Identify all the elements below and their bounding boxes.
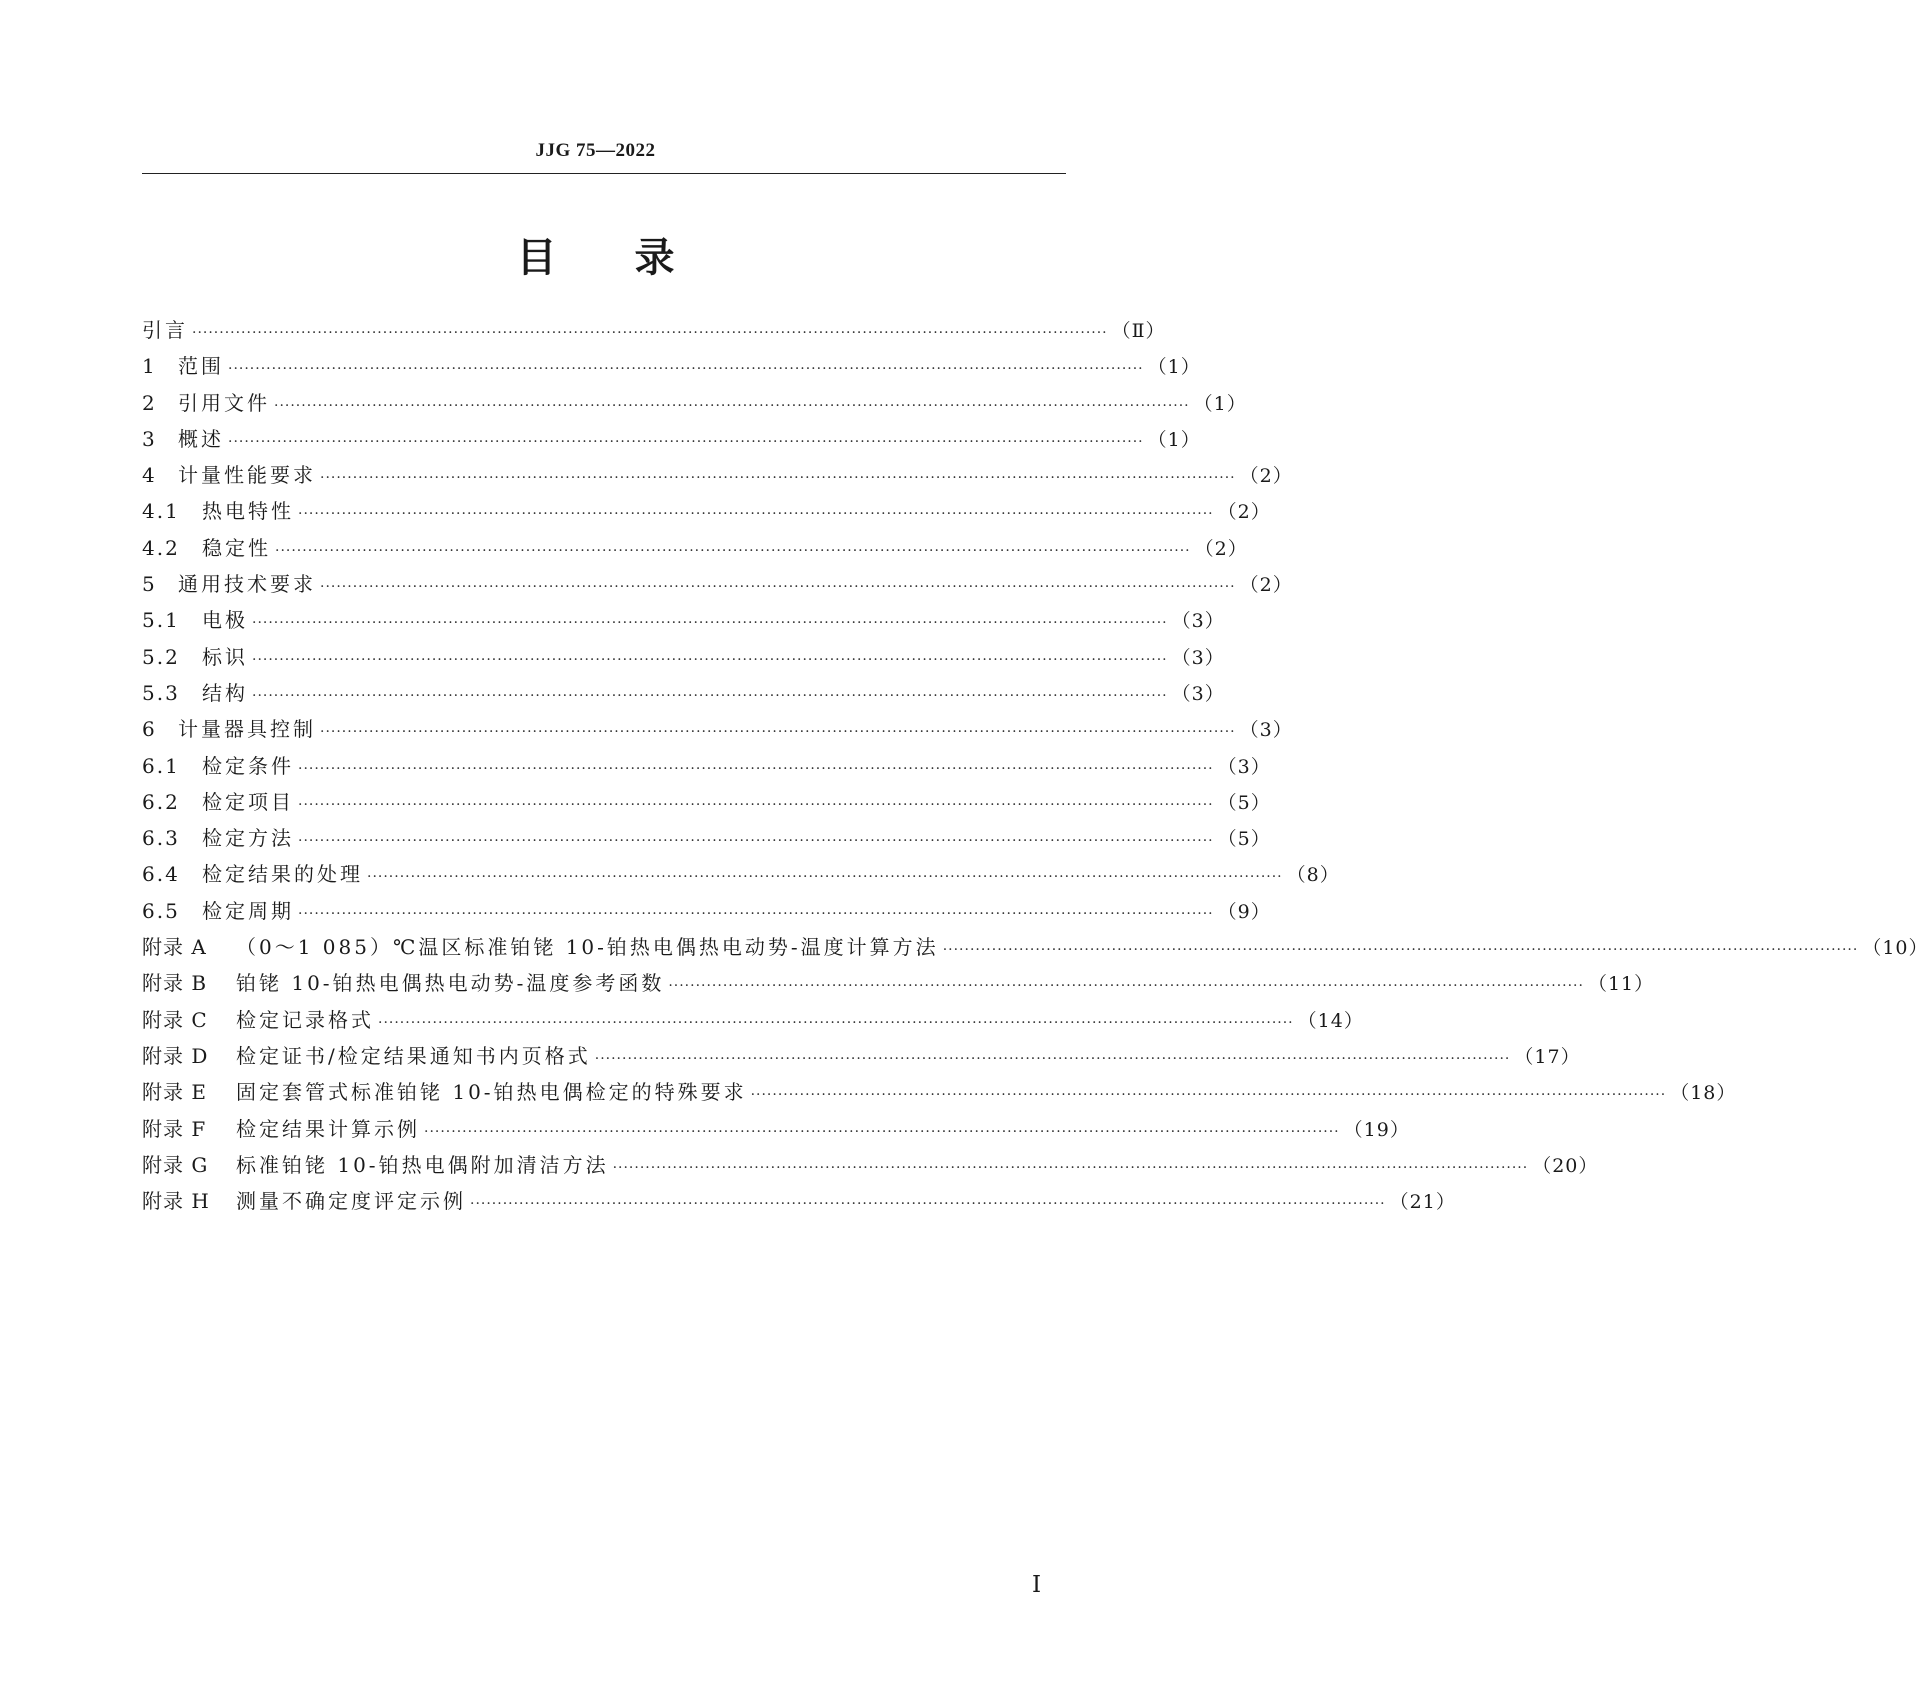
toc-entry[interactable]	[142, 713, 1293, 749]
toc-dot-leader	[298, 797, 1214, 813]
toc-entry-label: 检定证书/检定结果通知书内页格式	[236, 1043, 591, 1068]
document-code-header: JJG 75—2022	[535, 140, 656, 161]
toc-title: 目录	[516, 235, 753, 281]
toc-entry[interactable]	[142, 350, 1201, 386]
toc-entry-label: 标识	[202, 644, 248, 669]
toc-entry-page: （9）	[1217, 900, 1271, 923]
toc-entry-page: （2）	[1217, 501, 1271, 524]
toc-entry[interactable]	[142, 1004, 1364, 1040]
toc-entry-number: 6.3	[142, 826, 180, 851]
toc-dot-leader	[275, 543, 1191, 559]
toc-entry-label: 检定条件	[202, 753, 294, 778]
toc-entry-label: 检定结果计算示例	[236, 1116, 420, 1141]
toc-entry-number: 附录 B	[142, 971, 208, 996]
toc-entry-number: 6.5	[142, 898, 180, 923]
toc-dot-leader	[228, 361, 1144, 377]
toc-entry-number: 5	[142, 572, 157, 597]
toc-entry-label: 检定项目	[202, 789, 294, 814]
toc-entry-label: 计量性能要求	[178, 463, 316, 488]
header-rule	[142, 173, 1066, 174]
toc-dot-leader	[298, 906, 1214, 922]
toc-entry[interactable]	[142, 750, 1271, 786]
toc-entry-page: （18）	[1670, 1082, 1737, 1105]
page-number: Ⅰ	[1032, 1572, 1042, 1597]
toc-entry[interactable]	[142, 532, 1248, 568]
toc-dot-leader	[613, 1160, 1529, 1176]
toc-entry-number: 5.3	[142, 680, 180, 705]
toc-entry-label: 检定周期	[202, 898, 294, 923]
toc-entry-label: 范围	[178, 354, 224, 379]
toc-entry-label: （0～1 085）℃温区标准铂铑 10-铂热电偶热电动势-温度计算方法	[236, 935, 939, 960]
toc-entry-page: （14）	[1297, 1009, 1364, 1032]
toc-entry[interactable]	[142, 568, 1293, 604]
toc-entry-page: （8）	[1286, 864, 1340, 887]
toc-entry-label: 测量不确定度评定示例	[236, 1189, 466, 1214]
toc-entry-number: 附录 G	[142, 1152, 209, 1177]
toc-entry-number: 附录 D	[142, 1043, 209, 1068]
toc-entry[interactable]	[142, 604, 1225, 640]
toc-entry-page: （1）	[1147, 356, 1201, 379]
toc-entry[interactable]	[142, 641, 1225, 677]
toc-entry-page: （1）	[1193, 392, 1247, 415]
table-of-contents	[142, 314, 1929, 1221]
toc-entry-number: 4.1	[142, 499, 180, 524]
toc-entry[interactable]	[142, 1040, 1581, 1076]
toc-dot-leader	[298, 833, 1214, 849]
toc-entry-label: 检定记录格式	[236, 1007, 374, 1032]
toc-entry[interactable]	[142, 931, 1929, 967]
toc-entry[interactable]	[142, 495, 1271, 531]
toc-entry-page: （10）	[1862, 937, 1929, 960]
toc-entry[interactable]	[142, 895, 1271, 931]
toc-entry-page: （3）	[1171, 610, 1225, 633]
toc-entry-number: 1	[142, 354, 157, 379]
toc-dot-leader	[378, 1015, 1294, 1031]
toc-entry-number: 附录 A	[142, 935, 207, 960]
toc-dot-leader	[470, 1196, 1386, 1212]
toc-dot-leader	[320, 470, 1236, 486]
toc-dot-leader	[298, 506, 1214, 522]
toc-dot-leader	[274, 398, 1190, 414]
toc-dot-leader	[595, 1051, 1511, 1067]
toc-entry-page: （1）	[1147, 428, 1201, 451]
toc-dot-leader	[252, 688, 1168, 704]
toc-entry-number: 6.4	[142, 862, 180, 887]
toc-entry[interactable]	[142, 822, 1271, 858]
toc-entry[interactable]	[142, 387, 1247, 423]
toc-entry-label: 引言	[142, 318, 188, 342]
toc-entry-number: 2	[142, 390, 157, 415]
toc-dot-leader	[252, 652, 1168, 668]
toc-entry-number: 4.2	[142, 535, 180, 560]
toc-entry-label: 检定结果的处理	[202, 862, 363, 887]
toc-entry-page: （11）	[1587, 973, 1655, 996]
toc-entry-number: 6.1	[142, 753, 180, 778]
toc-dot-leader	[751, 1087, 1667, 1103]
toc-entry[interactable]	[142, 314, 1166, 350]
toc-entry[interactable]	[142, 786, 1271, 822]
toc-entry-page: （3）	[1171, 682, 1225, 705]
toc-entry-label: 固定套管式标准铂铑 10-铂热电偶检定的特殊要求	[236, 1080, 747, 1105]
toc-entry-label: 热电特性	[202, 499, 294, 524]
toc-dot-leader	[298, 761, 1214, 777]
toc-dot-leader	[252, 615, 1168, 631]
toc-entry-number: 附录 C	[142, 1007, 208, 1032]
toc-entry-page: （2）	[1239, 465, 1293, 488]
toc-entry-label: 概述	[178, 426, 224, 451]
toc-entry-number: 6	[142, 717, 157, 742]
toc-entry-page: （5）	[1217, 791, 1271, 814]
toc-dot-leader	[228, 434, 1144, 450]
toc-entry-page: （3）	[1239, 719, 1293, 742]
toc-entry-page: （3）	[1171, 646, 1225, 669]
toc-entry-page: （19）	[1343, 1118, 1410, 1141]
toc-entry[interactable]	[142, 423, 1201, 459]
toc-entry-page: （Ⅱ）	[1111, 320, 1166, 342]
toc-entry-label: 电极	[202, 608, 248, 633]
toc-entry-label: 结构	[202, 680, 248, 705]
toc-entry[interactable]	[142, 858, 1340, 894]
toc-entry[interactable]	[142, 1185, 1456, 1221]
toc-entry-number: 5.1	[142, 608, 180, 633]
toc-entry-number: 6.2	[142, 789, 180, 814]
toc-entry-page: （5）	[1217, 828, 1271, 851]
toc-entry-label: 标准铂铑 10-铂热电偶附加清洁方法	[236, 1152, 609, 1177]
toc-entry-number: 附录 H	[142, 1189, 210, 1214]
toc-entry-number: 附录 E	[142, 1080, 207, 1105]
toc-entry-page: （2）	[1239, 574, 1293, 597]
toc-entry-page: （3）	[1217, 755, 1271, 778]
toc-entry-number: 3	[142, 426, 157, 451]
toc-entry-label: 检定方法	[202, 826, 294, 851]
toc-dot-leader	[943, 942, 1859, 958]
toc-entry-label: 计量器具控制	[178, 717, 316, 742]
toc-entry-page: （21）	[1389, 1191, 1456, 1214]
toc-dot-leader	[192, 325, 1108, 341]
toc-entry-label: 铂铑 10-铂热电偶热电动势-温度参考函数	[236, 971, 665, 996]
toc-entry[interactable]	[142, 459, 1293, 495]
toc-entry-number: 4	[142, 463, 157, 488]
toc-entry[interactable]	[142, 1076, 1737, 1112]
toc-entry[interactable]	[142, 1149, 1599, 1185]
toc-dot-leader	[320, 724, 1236, 740]
toc-entry-label: 稳定性	[202, 535, 271, 560]
toc-entry-label: 通用技术要求	[178, 572, 316, 597]
toc-entry[interactable]	[142, 1113, 1410, 1149]
toc-entry-page: （17）	[1514, 1045, 1581, 1068]
toc-dot-leader	[320, 579, 1236, 595]
toc-entry-number: 5.2	[142, 644, 180, 669]
toc-dot-leader	[668, 978, 1584, 994]
toc-entry[interactable]	[142, 677, 1225, 713]
toc-entry-number: 附录 F	[142, 1116, 207, 1141]
toc-entry[interactable]	[142, 967, 1655, 1003]
toc-dot-leader	[424, 1124, 1340, 1140]
toc-entry-label: 引用文件	[178, 390, 270, 415]
toc-entry-page: （20）	[1532, 1154, 1599, 1177]
toc-entry-page: （2）	[1194, 537, 1248, 560]
toc-dot-leader	[367, 869, 1283, 885]
